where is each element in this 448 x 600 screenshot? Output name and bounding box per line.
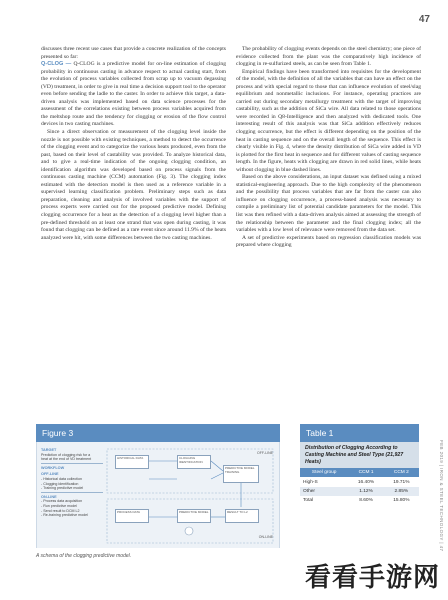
paragraph: The probability of clogging events depends on the steel chemistry; one piece of evidence collected from the plant was the comparatively high incidence of clogging in re-sulfurized steels, as can be seen from Table 1. [236, 46, 421, 68]
online-line: - Process data acquisition [41, 499, 83, 504]
result-to-l2-box: RESULT TO L2 [225, 509, 259, 523]
table-header-row [300, 468, 419, 477]
table-cell: 2.85% [384, 487, 419, 496]
table-cell: 15.80% [384, 496, 419, 505]
divider [41, 492, 103, 493]
target-heading: TARGET [41, 448, 57, 452]
table-caption: Distribution of Clogging According to Casting Machine and Steel Type (21,927 Heats) [300, 442, 419, 468]
table-cell: 19.71% [384, 477, 419, 486]
figure-3 [36, 424, 280, 548]
qclog-lead: Q-CLOG — [41, 61, 74, 68]
figure-legend-panel [41, 446, 103, 518]
side-note: FEB 2019 | IRON & STEEL TECHNOLOGY | 47 [439, 440, 444, 552]
divider [41, 463, 103, 464]
predictive-model-box: PREDICTIVE MODEL [177, 509, 211, 523]
table-cell: 8.60% [348, 496, 383, 505]
historical-data-box: HISTORICAL DATA [115, 455, 149, 469]
paragraph: A set of predictive experiments based on regression classification models was prepared where clogging [236, 234, 421, 249]
paragraph-text: Q-CLOG is a predictive model for on-line estimation of clogging probability in continuous casting in advance respect to actual casting start, from the evolution of process variables collected from scrap up to vacuum degassing (VD) treatment, in order to give in real time a decision support tool to the operator even before sending the ladle to the caster. In order to achieve this target, a data-driven analysis was implemented based on data science processes for the assessment of the correlations existing between process variables acquired from the meltshop route and the tendency for clogging or erosion of the flow control devices in two casting machines. [41, 61, 226, 128]
paragraph: Since a direct observation or measurement of the clogging level inside the nozzle is not possible with existing techniques, a method to detect the occurrence of the clogging event and to categorize the various heats produced, even from the past, based on their level of castability was provided. To analyze historical data, and to give a real-time indication of the ongoing clogging condition, an identification algorithm was developed based on process signals from the continuous casting machine (CCM) automation (Fig. 3). The clogging index estimated with the detection model is then used as a reference variable in a supervised learning classification problem. Preliminary steps such as data preparation, cleaning and analysis of involved variables with the support of process experts were carried out for the proposed predictive model. Defining clogging occurrence for a heat as the detection of a clogging level higher than a pre-defined threshold on at least one strand that was open during casting, it was found that clogging can be defined as a rare event since around 11.9% of the heats analyzed were hit, with some differences between the two casting machines. [41, 129, 226, 241]
offline-line: - Training predictive model [41, 486, 84, 491]
paragraph-qclog [41, 61, 226, 129]
column-header: CCM 1 [348, 468, 383, 477]
watermark-logo: 看看手游网 [304, 563, 440, 593]
table-row [300, 496, 419, 505]
table-1 [300, 424, 419, 506]
table-cell: Other [300, 487, 348, 496]
offline-line: - Historical data collection [41, 476, 82, 481]
column-header: CCM 2 [384, 468, 419, 477]
page-number: 47 [418, 14, 430, 25]
table-cell: Total [300, 496, 348, 505]
online-line: - Re-training predictive model [41, 513, 88, 518]
right-column [236, 46, 421, 250]
workflow-diagram [105, 445, 277, 545]
table-cell: 1.12% [348, 487, 383, 496]
figure-title: Figure 3 [36, 424, 280, 442]
table-cell: High-S [300, 477, 348, 486]
target-line: Prediction of clogging risk for a [41, 452, 91, 457]
paragraph: discusses three recent use cases that provide a concrete realization of the concepts presented so far: [41, 46, 226, 60]
offline-line: - Clogging identification [41, 481, 79, 486]
table-title: Table 1 [300, 424, 419, 442]
offline-label: OFF-LINE [257, 451, 273, 455]
clogging-identification-box: CLOGGING IDENTIFICATION [177, 455, 211, 469]
target-line: heat at the end of VD treatment [41, 457, 92, 462]
workflow-heading: WORKFLOW [41, 465, 65, 470]
predictive-training-box: PREDICTIVE MODEL TRAINING [223, 465, 259, 483]
online-line: - Run predictive model [41, 503, 77, 508]
paragraph: Empirical findings have been transformed into requisites for the development of the model, with the definition of all the variables that can have an effect on the process and with special regard to those that can influence evolution of steel/slag equilibrium and nonmetallic inclusions. For instance, operating practices are carried out during secondary metallurgy treatment with the target of improving castability, such as the addition of SiCa wire. All data related to those operations were recorded in Q8-Intelligence and then analyzed with dedicated tools. One interesting result of this analysis was that SiCa addition effectively reduces clogging occurrence, but the effect is different depending on the position of the heat in casting sequence and on the overall length of the sequence. This effect is clearly visible in Fig. 4, where the density distribution of SiCa wire added in VD is plotted for the first heat in sequence and for different values of casting sequence length. In the figure, heats with clogging are drawn in red solid lines, while heats without clogging in blue dashed lines. [236, 68, 421, 173]
column-header: Steel group [300, 468, 348, 477]
process-data-box: PROCESS DATA [115, 509, 149, 523]
table-cell: 16.40% [348, 477, 383, 486]
table-row [300, 477, 419, 486]
paragraph: Based on the above considerations, an input dataset was defined using a mixed statistical-engineering approach. Due to the high complexity of the phenomenon and the possibility that process variables that are far from the caster can also influence on clogging occurrence, a process-based analysis was necessary to compile a preliminary list of potential candidate parameters for the model. This list was then refined with a data-driven analysis aimed at assessing the strength of the relationship between the parameter and the final clogging index; all the variables with a low level of relevance were removed from the data set. [236, 174, 421, 234]
figure-body [36, 442, 280, 548]
online-label: ON-LINE [258, 535, 273, 539]
clogging-table [300, 468, 419, 505]
online-line: - Send result to DCM L2 [41, 508, 80, 513]
offline-heading: OFF-LINE [41, 472, 59, 477]
figure-caption: A schema of the clogging predictive model. [36, 553, 132, 559]
left-column [41, 46, 226, 242]
online-heading: ON-LINE [41, 494, 57, 499]
table-row [300, 487, 419, 496]
